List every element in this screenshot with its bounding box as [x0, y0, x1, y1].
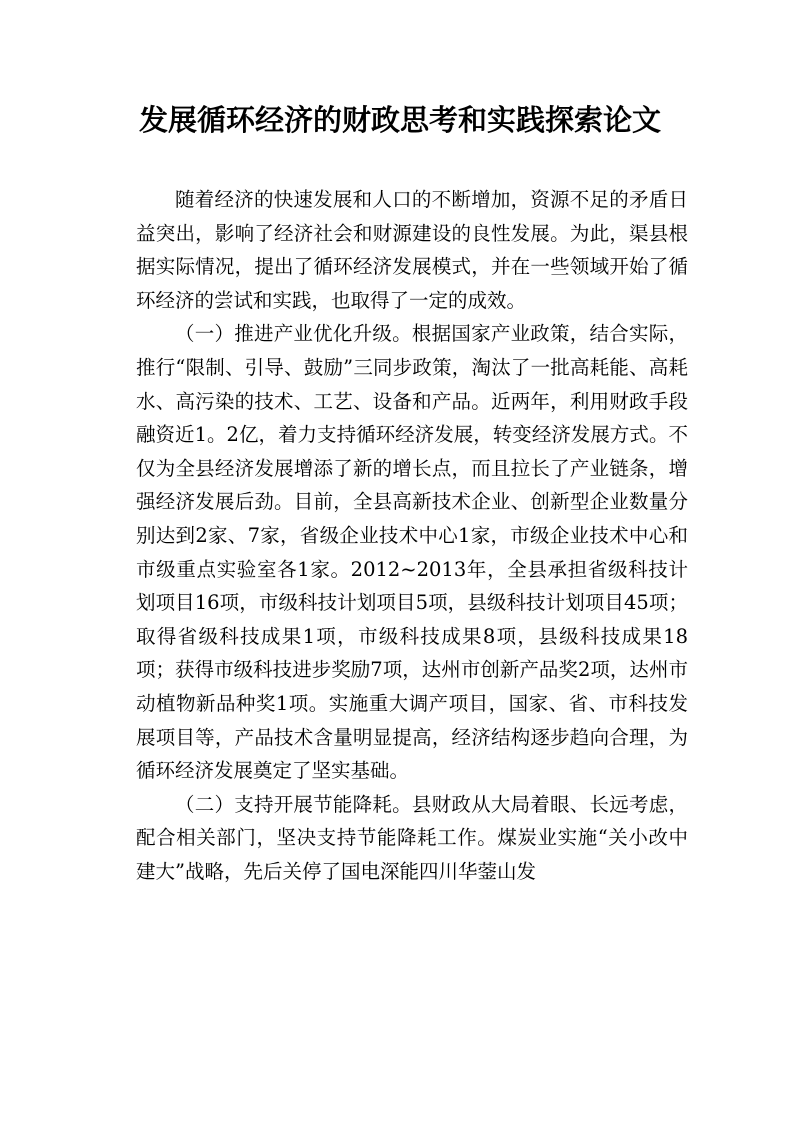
- paragraph-section-1: （一）推进产业优化升级。根据国家产业政策，结合实际，推行“限制、引导、鼓励”三同步政策，淘汰了一批高耗能、高耗水、高污染的技术、工艺、设备和产品。近两年，利用财政手段融资近1。2亿，着力支持循环经济发展，转变经济发展方式。不仅为全县经济发展增添了新的增长点，而且拉长了产业链条，增强经济发展后劲。目前，全县高新技术企业、创新型企业数量分别达到2家、7家，省级企业技术中心1家，市级企业技术中心和市级重点实验室各1家。2012~2013年，全县承担省级科技计划项目16项，市级科技计划项目5项，县级科技计划项目45项；取得省级科技成果1项，市级科技成果8项，县级科技成果18项；获得市级科技进步奖励7项，达州市创新产品奖2项，达州市动植物新品种奖1项。实施重大调产项目，国家、省、市科技发展项目等，产品技术含量明显提高，经济结构逐步趋向合理，为循环经济发展奠定了坚实基础。: [136, 322, 688, 783]
- paragraph-intro: 随着经济的快速发展和人口的不断增加，资源不足的矛盾日益突出，影响了经济社会和财源建设的良性发展。为此，渠县根据实际情况，提出了循环经济发展模式，并在一些领域开始了循环经济的尝试和实践，也取得了一定的成效。: [136, 188, 688, 312]
- paragraph-section-2: （二）支持开展节能降耗。县财政从大局着眼、长远考虑，配合相关部门，坚决支持节能降耗工作。煤炭业实施“关小改中建大”战略，先后关停了国电深能四川华蓥山发: [136, 792, 688, 883]
- document-body: [136, 183, 688, 888]
- document-title: 发展循环经济的财政思考和实践探索论文: [138, 103, 661, 137]
